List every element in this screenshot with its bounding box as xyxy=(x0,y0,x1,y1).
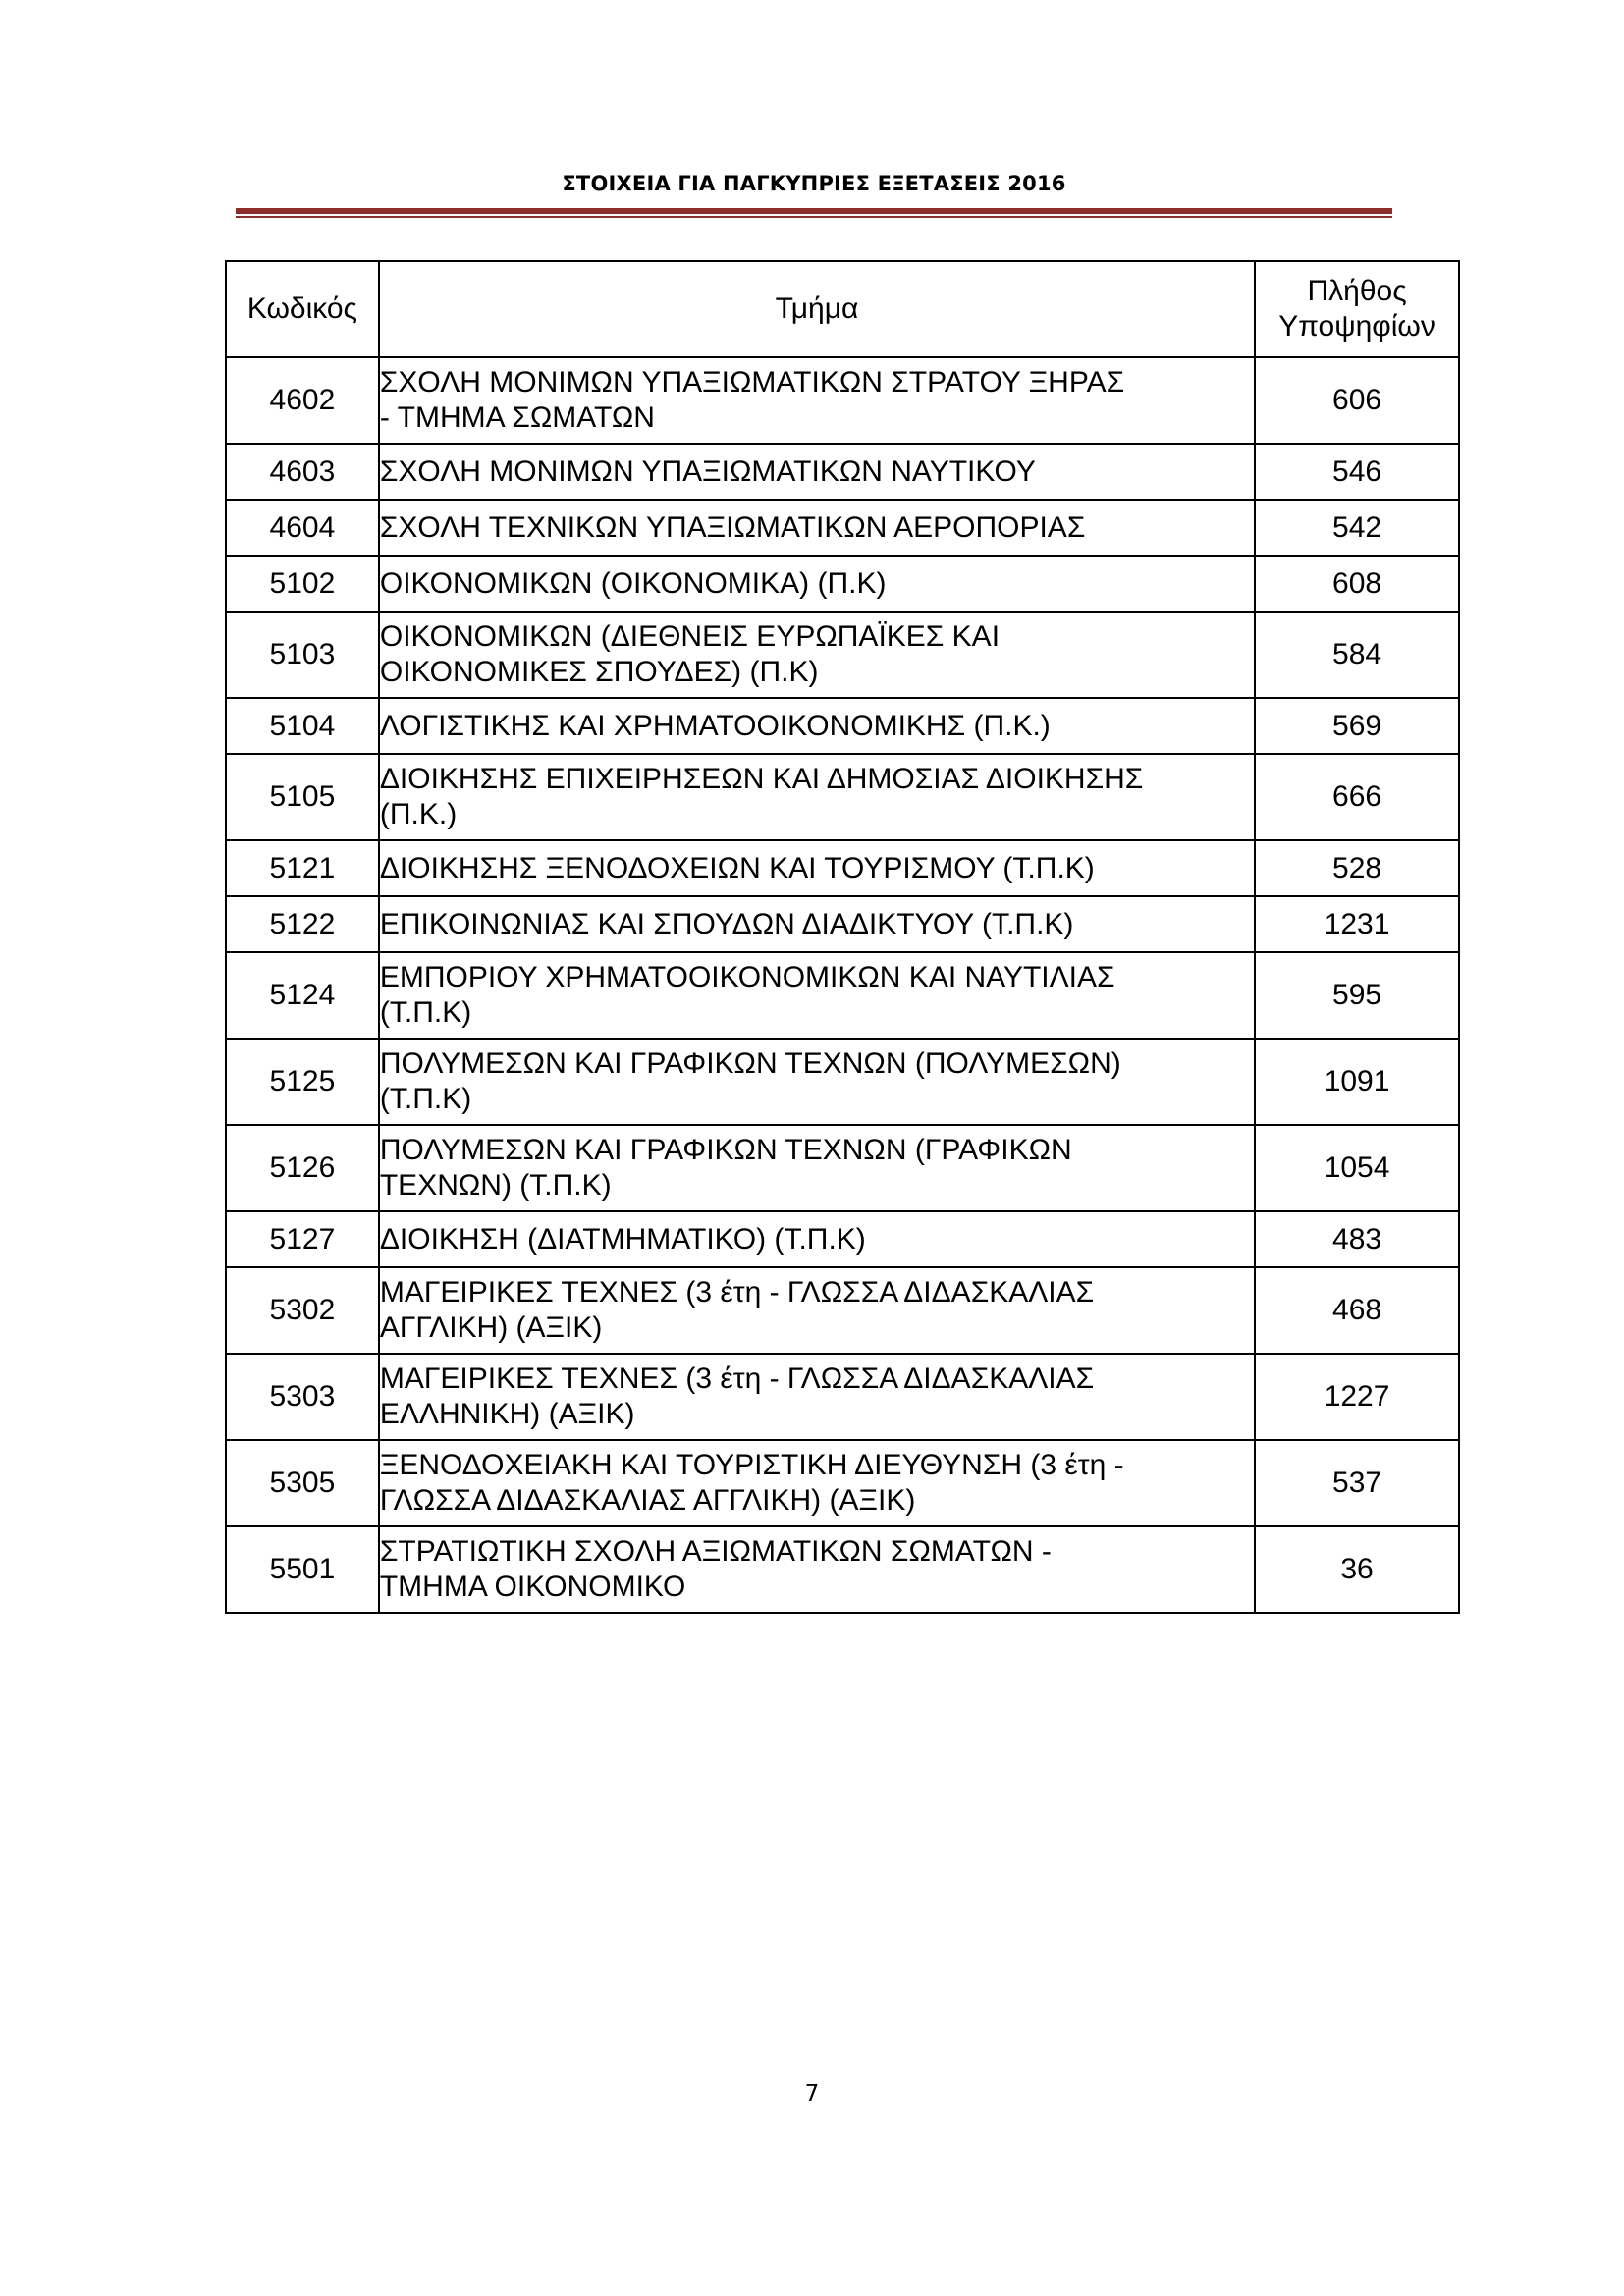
column-header-candidates xyxy=(1255,261,1459,357)
cell-department xyxy=(379,840,1255,896)
cell-department xyxy=(379,357,1255,444)
cell-department-line-1: ΜΑΓΕΙΡΙΚΕΣ ΤΕΧΝΕΣ (3 έτη - ΓΛΩΣΣΑ ΔΙΔΑΣΚΑΛΙΑΣ xyxy=(379,1362,1095,1395)
cell-code: 5121 xyxy=(226,840,379,896)
cell-department-line-1: ΔΙΟΙΚΗΣΗ (ΔΙΑΤΜΗΜΑΤΙΚΟ) (Τ.Π.Κ) xyxy=(379,1222,866,1255)
table-header-row xyxy=(226,261,1459,357)
cell-code: 5305 xyxy=(226,1440,379,1526)
table-row xyxy=(226,1440,1459,1526)
cell-department-line-2: ΟΙΚΟΝΟΜΙΚΕΣ ΣΠΟΥΔΕΣ) (Π.Κ) xyxy=(379,656,819,688)
cell-code: 5104 xyxy=(226,698,379,754)
cell-department-line-1: ΟΙΚΟΝΟΜΙΚΩΝ (ΔΙΕΘΝΕΙΣ ΕΥΡΩΠΑΪΚΕΣ ΚΑΙ xyxy=(379,620,1001,653)
table-row xyxy=(226,1039,1459,1125)
cell-code: 5125 xyxy=(226,1039,379,1125)
cell-code: 5127 xyxy=(226,1211,379,1267)
page-number: 7 xyxy=(804,2081,820,2107)
table-row xyxy=(226,1267,1459,1354)
cell-candidates: 569 xyxy=(1255,698,1459,754)
cell-code: 5105 xyxy=(226,754,379,840)
cell-department-line-2: - ΤΜΗΜΑ ΣΩΜΑΤΩΝ xyxy=(379,401,655,434)
cell-department xyxy=(379,896,1255,952)
cell-candidates: 666 xyxy=(1255,754,1459,840)
table-row xyxy=(226,1354,1459,1440)
cell-candidates: 595 xyxy=(1255,952,1459,1039)
cell-department-line-1: ΔΙΟΙΚΗΣΗΣ ΕΠΙΧΕΙΡΗΣΕΩΝ ΚΑΙ ΔΗΜΟΣΙΑΣ ΔΙΟΙΚΗΣΗΣ xyxy=(379,763,1144,795)
cell-department xyxy=(379,612,1255,698)
cell-department xyxy=(379,1440,1255,1526)
page-title: ΣΤΟΙΧΕΙΑ ΓΙΑ ΠΑΓΚΥΠΡΙΕΣ ΕΞΕΤΑΣΕΙΣ 2016 xyxy=(562,172,1066,195)
table-row xyxy=(226,754,1459,840)
cell-code: 4603 xyxy=(226,444,379,500)
table-row xyxy=(226,840,1459,896)
header-rule xyxy=(236,208,1392,218)
cell-department-line-1: ΔΙΟΙΚΗΣΗΣ ΞΕΝΟΔΟΧΕΙΩΝ ΚΑΙ ΤΟΥΡΙΣΜΟΥ (Τ.Π.Κ) xyxy=(379,851,1095,884)
cell-department-line-1: ΠΟΛΥΜΕΣΩΝ ΚΑΙ ΓΡΑΦΙΚΩΝ ΤΕΧΝΩΝ (ΓΡΑΦΙΚΩΝ xyxy=(379,1134,1072,1166)
table-row xyxy=(226,444,1459,500)
cell-department-line-1: ΣΧΟΛΗ ΜΟΝΙΜΩΝ ΥΠΑΞΙΩΜΑΤΙΚΩΝ ΣΤΡΑΤΟΥ ΞΗΡΑΣ xyxy=(379,366,1125,399)
cell-department xyxy=(379,1211,1255,1267)
cell-department-line-1: ΟΙΚΟΝΟΜΙΚΩΝ (ΟΙΚΟΝΟΜΙΚΑ) (Π.Κ) xyxy=(379,566,887,600)
cell-department xyxy=(379,1125,1255,1211)
cell-candidates: 528 xyxy=(1255,840,1459,896)
cell-candidates: 546 xyxy=(1255,444,1459,500)
header-rule-thin xyxy=(236,216,1392,218)
cell-department-line-1: ΛΟΓΙΣΤΙΚΗΣ ΚΑΙ ΧΡΗΜΑΤΟΟΙΚΟΝΟΜΙΚΗΣ (Π.Κ.) xyxy=(379,709,1051,742)
table-row xyxy=(226,612,1459,698)
cell-department-line-2: ΤΜΗΜΑ ΟΙΚΟΝΟΜΙΚΟ xyxy=(379,1571,686,1603)
column-header-candidates-line-2: Υποψηφίων xyxy=(1278,310,1435,343)
cell-code: 5102 xyxy=(226,556,379,612)
table-row xyxy=(226,952,1459,1039)
table-row xyxy=(226,500,1459,556)
cell-code: 5302 xyxy=(226,1267,379,1354)
cell-department xyxy=(379,500,1255,556)
cell-department xyxy=(379,556,1255,612)
cell-department xyxy=(379,1354,1255,1440)
cell-code: 5501 xyxy=(226,1526,379,1613)
cell-department xyxy=(379,698,1255,754)
cell-department xyxy=(379,1039,1255,1125)
cell-candidates: 36 xyxy=(1255,1526,1459,1613)
cell-department-line-1: ΣΤΡΑΤΙΩΤΙΚΗ ΣΧΟΛΗ ΑΞΙΩΜΑΤΙΚΩΝ ΣΩΜΑΤΩΝ - xyxy=(379,1535,1052,1568)
header-rule-thick xyxy=(236,208,1392,214)
cell-department xyxy=(379,1526,1255,1613)
table-row xyxy=(226,896,1459,952)
cell-department-line-2: ΓΛΩΣΣΑ ΔΙΔΑΣΚΑΛΙΑΣ ΑΓΓΛΙΚΗ) (ΑΞΙΚ) xyxy=(379,1484,916,1517)
column-header-department: Τμήμα xyxy=(379,261,1255,357)
table-row xyxy=(226,1211,1459,1267)
column-header-code: Κωδικός xyxy=(226,261,379,357)
cell-department xyxy=(379,1267,1255,1354)
cell-department-line-1: ΕΜΠΟΡΙΟΥ ΧΡΗΜΑΤΟΟΙΚΟΝΟΜΙΚΩΝ ΚΑΙ ΝΑΥΤΙΛΙΑΣ xyxy=(379,961,1115,993)
cell-department-line-1: ΞΕΝΟΔΟΧΕΙΑΚΗ ΚΑΙ ΤΟΥΡΙΣΤΙΚΗ ΔΙΕΥΘΥΝΣΗ (3 έτη - xyxy=(379,1449,1124,1481)
cell-candidates: 1227 xyxy=(1255,1354,1459,1440)
cell-department-line-1: ΣΧΟΛΗ ΜΟΝΙΜΩΝ ΥΠΑΞΙΩΜΑΤΙΚΩΝ ΝΑΥΤΙΚΟΥ xyxy=(379,454,1036,488)
cell-candidates: 1054 xyxy=(1255,1125,1459,1211)
cell-code: 4604 xyxy=(226,500,379,556)
cell-code: 5126 xyxy=(226,1125,379,1211)
cell-department xyxy=(379,754,1255,840)
cell-candidates: 608 xyxy=(1255,556,1459,612)
cell-code: 4602 xyxy=(226,357,379,444)
cell-candidates: 1091 xyxy=(1255,1039,1459,1125)
cell-candidates: 537 xyxy=(1255,1440,1459,1526)
table-row xyxy=(226,556,1459,612)
cell-candidates: 606 xyxy=(1255,357,1459,444)
column-header-candidates-line-1: Πλήθος xyxy=(1307,275,1407,307)
cell-department-line-1: ΣΧΟΛΗ ΤΕΧΝΙΚΩΝ ΥΠΑΞΙΩΜΑΤΙΚΩΝ ΑΕΡΟΠΟΡΙΑΣ xyxy=(379,510,1086,544)
cell-department-line-2: (Τ.Π.Κ) xyxy=(379,996,472,1029)
cell-department xyxy=(379,952,1255,1039)
table-row xyxy=(226,1526,1459,1613)
cell-candidates: 1231 xyxy=(1255,896,1459,952)
cell-candidates: 483 xyxy=(1255,1211,1459,1267)
cell-department-line-2: ΑΓΓΛΙΚΗ) (ΑΞΙΚ) xyxy=(379,1311,603,1344)
candidates-table xyxy=(225,260,1460,1614)
cell-code: 5103 xyxy=(226,612,379,698)
cell-department-line-2: (Τ.Π.Κ) xyxy=(379,1083,472,1115)
cell-code: 5124 xyxy=(226,952,379,1039)
cell-candidates: 584 xyxy=(1255,612,1459,698)
cell-candidates: 542 xyxy=(1255,500,1459,556)
cell-code: 5303 xyxy=(226,1354,379,1440)
cell-candidates: 468 xyxy=(1255,1267,1459,1354)
cell-department-line-2: ΤΕΧΝΩΝ) (Τ.Π.Κ) xyxy=(379,1169,612,1201)
table-row xyxy=(226,1125,1459,1211)
table-row xyxy=(226,698,1459,754)
cell-department xyxy=(379,444,1255,500)
cell-department-line-2: ΕΛΛΗΝΙΚΗ) (ΑΞΙΚ) xyxy=(379,1398,635,1430)
cell-code: 5122 xyxy=(226,896,379,952)
cell-department-line-2: (Π.Κ.) xyxy=(379,798,458,830)
cell-department-line-1: ΜΑΓΕΙΡΙΚΕΣ ΤΕΧΝΕΣ (3 έτη - ΓΛΩΣΣΑ ΔΙΔΑΣΚΑΛΙΑΣ xyxy=(379,1276,1095,1308)
cell-department-line-1: ΕΠΙΚΟΙΝΩΝΙΑΣ ΚΑΙ ΣΠΟΥΔΩΝ ΔΙΑΔΙΚΤΥΟΥ (Τ.Π.Κ) xyxy=(379,907,1074,940)
table-row xyxy=(226,357,1459,444)
cell-department-line-1: ΠΟΛΥΜΕΣΩΝ ΚΑΙ ΓΡΑΦΙΚΩΝ ΤΕΧΝΩΝ (ΠΟΛΥΜΕΣΩΝ) xyxy=(379,1047,1121,1080)
